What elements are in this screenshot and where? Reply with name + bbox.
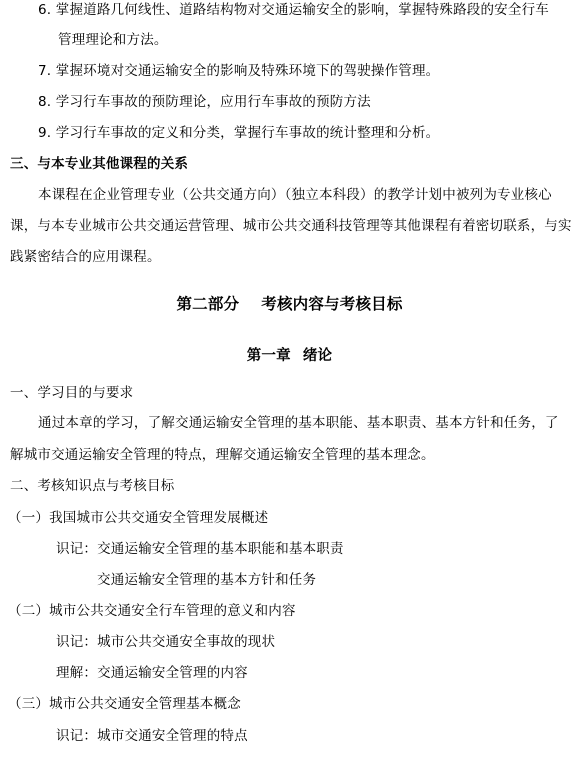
requirement-line: 交通运输安全管理的基本方针和任务 [97, 572, 317, 588]
subsection-title: （二）城市公共交通安全行车管理的意义和内容 [8, 603, 296, 619]
chapter-heading [0, 346, 579, 366]
part-heading [0, 294, 579, 314]
paragraph-line: 解城市交通运输安全管理的特点，理解交通运输安全管理的基本理念。 [10, 447, 435, 463]
section-heading-study: 一、学习目的与要求 [10, 385, 134, 401]
part-title: 考核内容与考核目标 [261, 295, 403, 313]
section-heading-relation: 三、与本专业其他课程的关系 [10, 156, 189, 172]
objective-item-9: 9. 学习行车事故的定义和分类，掌握行车事故的统计整理和分析。 [38, 125, 440, 141]
requirement-line: 识记：城市公共交通安全事故的现状 [56, 634, 276, 650]
paragraph-line: 课，与本专业城市公共交通运营管理、城市公共交通科技管理等其他课程有着密切联系，与实 [10, 218, 572, 234]
subsection-title: （一）我国城市公共交通安全管理发展概述 [8, 510, 269, 526]
paragraph-line: 本课程在企业管理专业（公共交通方向）（独立本科段）的教学计划中被列为专业核心 [38, 187, 552, 203]
requirement-line: 理解：交通运输安全管理的内容 [56, 665, 248, 681]
chapter-label: 第一章 [246, 348, 291, 364]
objective-item-8: 8. 学习行车事故的预防理论，应用行车事故的预防方法 [38, 94, 371, 110]
paragraph-line: 通过本章的学习，了解交通运输安全管理的基本职能、基本职责、基本方针和任务，了 [38, 415, 559, 431]
section-heading-assessment: 二、考核知识点与考核目标 [10, 478, 175, 494]
objective-item-6-line-1: 6. 掌握道路几何线性、道路结构物对交通运输安全的影响，掌握特殊路段的安全行车 [38, 2, 549, 18]
requirement-line: 识记：交通运输安全管理的基本职能和基本职责 [56, 541, 344, 557]
subsection-title: （三）城市公共交通安全管理基本概念 [8, 696, 241, 712]
objective-item-6-line-2: 管理理论和方法。 [58, 32, 168, 48]
chapter-title: 绪论 [302, 348, 333, 364]
objective-item-7: 7. 掌握环境对交通运输安全的影响及特殊环境下的驾驶操作管理。 [38, 63, 440, 79]
requirement-line: 识记：城市交通安全管理的特点 [56, 728, 248, 744]
paragraph-line: 践紧密结合的应用课程。 [10, 249, 161, 265]
part-label: 第二部分 [176, 295, 240, 313]
